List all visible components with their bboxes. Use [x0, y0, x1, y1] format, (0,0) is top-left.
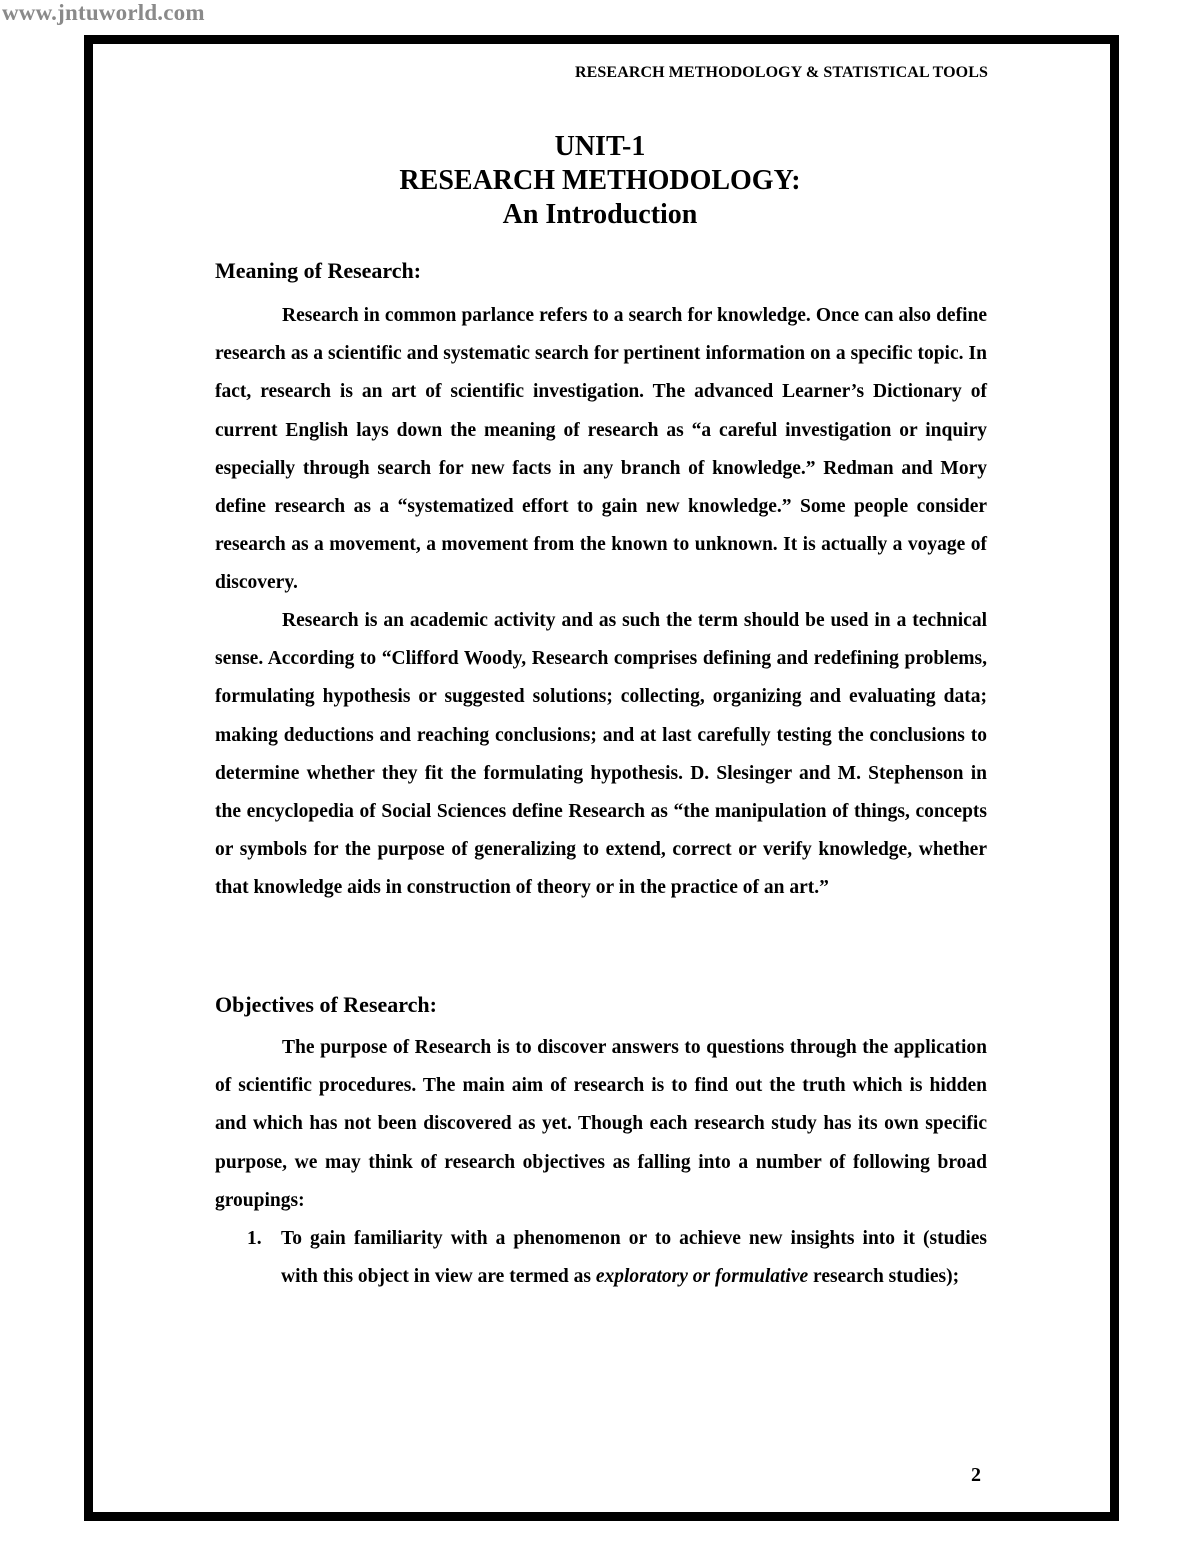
list-item-text-end: research studies); — [813, 1266, 960, 1288]
list-item-number: 1. — [247, 1228, 262, 1249]
unit-title: UNIT-1 — [554, 131, 646, 162]
page-number: 2 — [971, 1464, 981, 1486]
list-item-emphasis: exploratory or formulative — [595, 1266, 809, 1288]
section-heading-meaning: Meaning of Research: — [215, 258, 422, 283]
paragraph-meaning-1: Research in common parlance refers to a search for knowledge. Once can also define research as a scientific and systematic search for pertinent information on a specific topic. In fact, research is an art of scientific investigation. The advanced Learner’s Dictionary of current English lays down the meaning of research as “a careful investigation or inquiry especially through search for new facts in any branch of knowledge.” Redman and Mory define research as a “systematized effort to gain new knowledge.” Some people consider research as a movement, a movement from the known to unknown. It is actually a voyage of discovery. — [215, 305, 987, 594]
title-block — [0, 130, 1200, 232]
sub-title: An Introduction — [502, 199, 698, 230]
list-item — [247, 1220, 987, 1296]
main-title: RESEARCH METHODOLOGY: — [399, 165, 801, 196]
paragraph-meaning-2: Research is an academic activity and as such the term should be used in a technical sense. According to “Clifford Woody, Research comprises defining and redefining problems, formulating hypothesis or suggested solutions; collecting, organizing and evaluating data; making deductions and reaching conclusions; and at last carefully testing the conclusions to determine whether they fit the formulating hypothesis. D. Slesinger and M. Stephenson in the encyclopedia of Social Sciences define Research as “the manipulation of things, concepts or symbols for the purpose of generalizing to extend, correct or verify knowledge, whether that knowledge aids in construction of theory or in the practice of an art.” — [215, 610, 987, 899]
watermark: www.jntuworld.com — [2, 0, 205, 25]
running-header: RESEARCH METHODOLOGY & STATISTICAL TOOLS — [575, 64, 988, 81]
list-item-text: To gain familiarity with a phenomenon or to achieve new insights into it (studies with this object in view are termed as — [281, 1228, 987, 1288]
paragraph-objectives-1: The purpose of Research is to discover answers to questions through the application of scientific procedures. The main aim of research is to find out the truth which is hidden and which has not been discovered as yet. Though each research study has its own specific purpose, we may think of research objectives as falling into a number of following broad groupings: — [215, 1037, 987, 1211]
section-heading-objectives: Objectives of Research: — [215, 992, 437, 1017]
